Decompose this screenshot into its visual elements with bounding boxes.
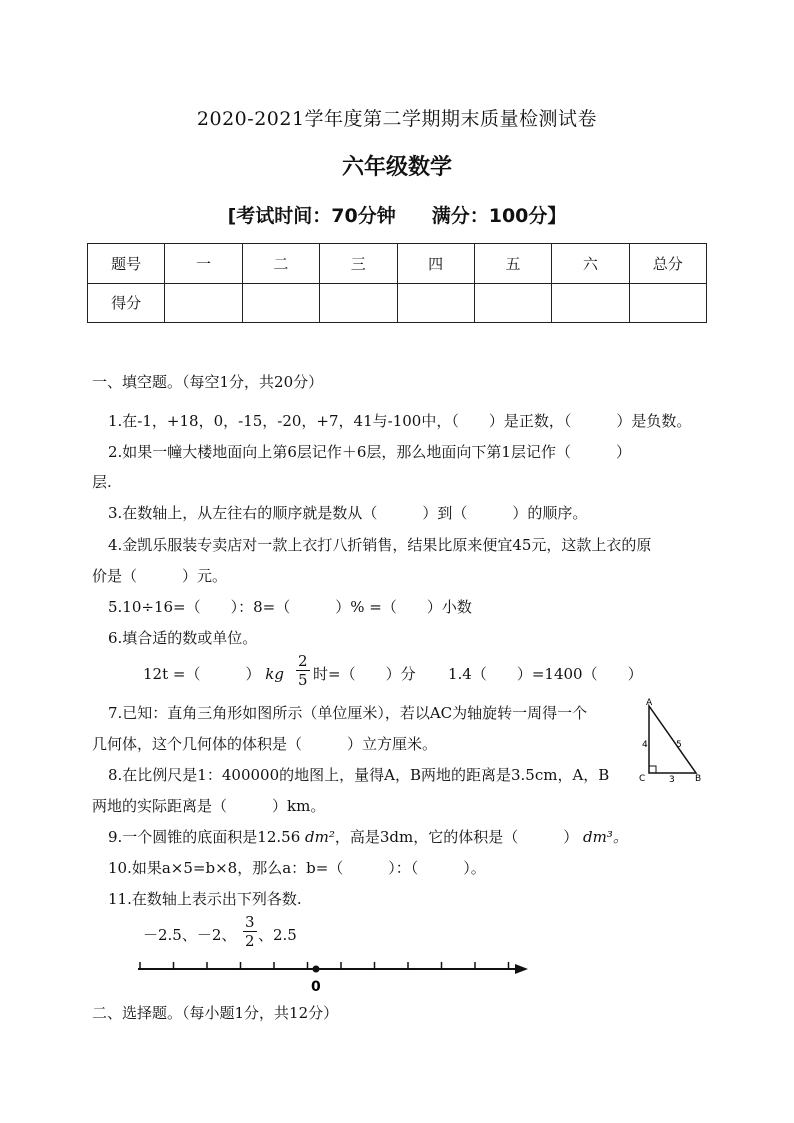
right-triangle-figure — [636, 696, 706, 786]
question-8-line1: 8.在比例尺是1：400000的地图上，量得A，B两地的距离是3.5cm，A，B — [108, 766, 610, 784]
exam-title: 2020-2021学年度第二学期期末质量检测试卷 — [196, 108, 598, 130]
unit-dm2: dm² — [305, 828, 335, 846]
question-11-values-a: －2.5、－2、 — [143, 926, 237, 944]
section2-heading: 二、选择题。（每小题1分，共12分） — [92, 1004, 339, 1022]
question-7-line1: 7.已知：直角三角形如图所示（单位厘米），若以AC为轴旋转一周得一个 — [108, 704, 588, 722]
question-6-a-text: 12t =（ ） — [143, 665, 261, 683]
unit-dm3: dm³。 — [583, 828, 628, 846]
score-cell: 题号 — [88, 244, 165, 284]
origin-dot — [313, 966, 320, 973]
score-table-header-row — [88, 244, 707, 284]
question-8-line2: 两地的实际距离是（ ）km。 — [92, 797, 326, 815]
score-cell: 四 — [397, 244, 474, 284]
side-cb-length: 3 — [669, 775, 675, 785]
question-9-text-b: ，高是3dm，它的体积是（ ） — [334, 828, 579, 846]
fraction-denominator: 5 — [298, 671, 308, 689]
vertex-a-label: A — [646, 698, 653, 708]
fraction-numerator: 3 — [245, 913, 255, 931]
score-cell: 得分 — [88, 283, 165, 323]
question-4-line1: 4.金凯乐服装专卖店对一款上衣打八折销售，结果比原来便宜45元，这款上衣的原 — [108, 536, 652, 554]
score-input-cell[interactable] — [320, 283, 397, 323]
question-4-line2: 价是（ ）元。 — [92, 567, 228, 585]
score-cell: 二 — [242, 244, 319, 284]
fraction-three-halves — [243, 913, 257, 950]
question-2-line1: 2.如果一幢大楼地面向上第6层记作＋6层，那么地面向下第1层记作（ ） — [108, 443, 631, 461]
question-11-values-b: 、2.5 — [258, 926, 297, 944]
number-line[interactable] — [130, 955, 540, 997]
score-input-cell[interactable] — [165, 283, 242, 323]
score-input-cell[interactable] — [474, 283, 551, 323]
score-cell: 五 — [474, 244, 551, 284]
score-input-cell[interactable] — [629, 283, 706, 323]
section1-heading: 一、填空题。（每空1分，共20分） — [92, 373, 324, 391]
fraction-two-fifths — [296, 652, 310, 689]
vertex-b-label: B — [695, 774, 702, 784]
score-table — [87, 243, 707, 323]
vertex-c-label: C — [639, 774, 646, 784]
score-cell: 三 — [320, 244, 397, 284]
right-angle-mark — [649, 766, 656, 773]
fraction-numerator: 2 — [298, 652, 308, 670]
question-11: 11.在数轴上表示出下列各数. — [108, 890, 302, 908]
triangle-shape — [649, 706, 696, 773]
fraction-denominator: 2 — [245, 932, 255, 950]
score-input-cell[interactable] — [242, 283, 319, 323]
question-9 — [108, 826, 628, 847]
side-ab-length: 5 — [676, 740, 682, 750]
full-score: 满分：100分】 — [431, 205, 567, 227]
question-6-part-c: 1.4（ ）=1400（ ） — [448, 665, 643, 683]
question-1: 1.在-1，+18，0，-15，-20，+7，41与-100中，（ ）是正数，（ ）是负数。 — [108, 412, 692, 430]
score-table-score-row — [88, 283, 707, 323]
score-input-cell[interactable] — [552, 283, 629, 323]
question-6-part-a — [143, 663, 284, 684]
question-10: 10.如果a×5=b×8，那么a：b=（ ）：（ ）。 — [108, 859, 486, 877]
question-9-text-a: 9.一个圆锥的底面积是12.56 — [108, 828, 301, 846]
zero-label: 0 — [311, 979, 321, 995]
score-cell: 总分 — [629, 244, 706, 284]
question-5: 5.10÷16=（ ）：8=（ ）% =（ ）小数 — [108, 598, 472, 616]
question-6: 6.填合适的数或单位。 — [108, 629, 258, 647]
question-3: 3.在数轴上，从左往右的顺序就是数从（ ）到（ ）的顺序。 — [108, 504, 588, 522]
question-2-line2: 层. — [92, 473, 112, 491]
exam-time: [考试时间：70分钟 — [227, 205, 396, 227]
number-line-arrow — [515, 964, 528, 974]
score-input-cell[interactable] — [397, 283, 474, 323]
question-7-line2: 几何体，这个几何体的体积是（ ）立方厘米。 — [92, 735, 438, 753]
unit-kg: kg — [265, 665, 284, 683]
score-cell: 一 — [165, 244, 242, 284]
subject-title: 六年级数学 — [341, 155, 452, 180]
number-line-ticks — [140, 962, 509, 969]
exam-info — [0, 201, 794, 228]
score-cell: 六 — [552, 244, 629, 284]
side-ac-length: 4 — [642, 740, 648, 750]
question-6-part-b: 时=（ ）分 — [313, 665, 416, 683]
